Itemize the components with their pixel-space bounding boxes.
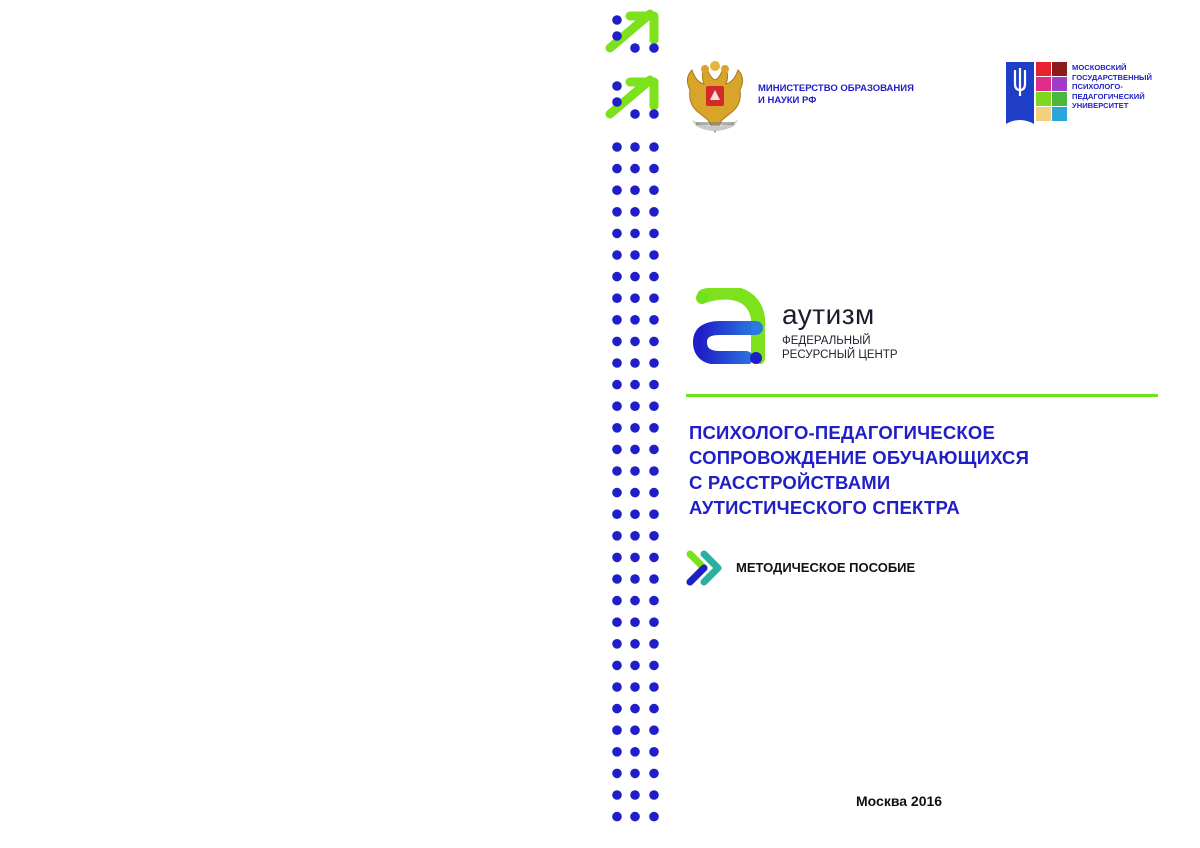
decorative-dot (612, 790, 622, 800)
decorative-dot (649, 272, 659, 282)
decorative-dot (612, 812, 622, 822)
autism-letter-a-logo-icon (686, 288, 770, 364)
decorative-dot (630, 661, 640, 671)
decorative-dot (649, 769, 659, 779)
decorative-dot (630, 747, 640, 757)
decorative-dot (649, 682, 659, 692)
decorative-dot (612, 358, 622, 368)
ministry-name-line: И НАУКИ РФ (758, 95, 817, 106)
decorative-dot (649, 553, 659, 563)
book-type-label: МЕТОДИЧЕСКОЕ ПОСОБИЕ (736, 560, 916, 575)
decorative-dot (649, 531, 659, 541)
university-name-line: МОСКОВСКИЙ (1072, 63, 1127, 72)
university-name-line: ГОСУДАРСТВЕННЫЙ (1072, 72, 1152, 82)
decorative-dot (630, 272, 640, 282)
decorative-dot (630, 769, 640, 779)
decorative-dot (612, 639, 622, 649)
decorative-dot (612, 337, 622, 347)
decorative-dot (630, 531, 640, 541)
decorative-dot (612, 380, 622, 390)
decorative-dot (612, 185, 622, 195)
decorative-dot (630, 337, 640, 347)
decorative-dot (649, 445, 659, 455)
divider-line (686, 394, 1158, 397)
decorative-dot (649, 229, 659, 239)
decorative-dot (612, 423, 622, 433)
ministry-name-line: МИНИСТЕРСТВО ОБРАЗОВАНИЯ (758, 83, 914, 94)
decorative-dot (612, 229, 622, 239)
decorative-dot (630, 596, 640, 606)
decorative-dot (612, 509, 622, 519)
autism-wordmark: аутизм (782, 299, 875, 330)
decorative-dot (649, 704, 659, 714)
decorative-dot (649, 185, 659, 195)
decorative-dot (649, 423, 659, 433)
resource-center-line: ФЕДЕРАЛЬНЫЙ (782, 335, 871, 347)
decorative-dot (630, 574, 640, 584)
decorative-dot (612, 293, 622, 303)
decorative-dot (649, 790, 659, 800)
decorative-dot (630, 207, 640, 217)
decorative-dot (649, 617, 659, 627)
decorative-dot (630, 293, 640, 303)
ministry-name (758, 83, 914, 107)
decorative-dot (612, 725, 622, 735)
decorative-dot (649, 509, 659, 519)
university-name-line: УНИВЕРСИТЕТ (1072, 101, 1129, 111)
decorative-dot (630, 790, 640, 800)
decorative-dot (612, 272, 622, 282)
university-name-line: ПЕДАГОГИЧЕСКИЙ (1072, 91, 1145, 101)
decorative-dot (630, 401, 640, 411)
decorative-dot (612, 250, 622, 260)
decorative-dot (630, 639, 640, 649)
ministry-header (682, 60, 942, 136)
decorative-dot (649, 401, 659, 411)
publication-place-year: Москва 2016 (856, 793, 943, 809)
decorative-dot (630, 725, 640, 735)
decorative-dot (649, 142, 659, 152)
decorative-dot (630, 164, 640, 174)
decorative-dot (649, 466, 659, 476)
decorative-dot (649, 293, 659, 303)
decorative-dot (649, 207, 659, 217)
decorative-dot (612, 747, 622, 757)
decorative-dot (612, 401, 622, 411)
decorative-dot (612, 682, 622, 692)
decorative-dot (649, 337, 659, 347)
university-name-line: ПСИХОЛОГО- (1072, 82, 1123, 92)
decorative-dot (630, 358, 640, 368)
university-shield-logo-icon (1006, 62, 1068, 128)
decorative-dot (612, 531, 622, 541)
decorative-dot (649, 661, 659, 671)
decorative-dot (612, 617, 622, 627)
decorative-dot (612, 574, 622, 584)
decorative-dot (612, 164, 622, 174)
decorative-dot (649, 488, 659, 498)
book-title-line: СОПРОВОЖДЕНИЕ ОБУЧАЮЩИХСЯ (689, 447, 1030, 468)
resource-center-line: РЕСУРСНЫЙ ЦЕНТР (782, 349, 898, 361)
decorative-dot (649, 250, 659, 260)
decorative-dot (630, 704, 640, 714)
resource-center-subtitle (782, 334, 898, 362)
decorative-dot (649, 725, 659, 735)
decorative-dot (649, 747, 659, 757)
decorative-dot (649, 574, 659, 584)
decorative-dot (630, 185, 640, 195)
decorative-dot (649, 358, 659, 368)
university-header (1006, 62, 1176, 130)
book-title-line: ПСИХОЛОГО-ПЕДАГОГИЧЕСКОЕ (689, 422, 996, 443)
decorative-dot (612, 207, 622, 217)
autism-resource-center-logo (686, 288, 926, 368)
decorative-dot (612, 488, 622, 498)
decorative-dot (649, 315, 659, 325)
decorative-dot (630, 466, 640, 476)
russian-coat-of-arms-icon (682, 60, 748, 136)
book-title (689, 420, 1149, 520)
decorative-dot (630, 682, 640, 692)
decorative-dot (649, 164, 659, 174)
decorative-dot (649, 639, 659, 649)
decorative-dot (649, 596, 659, 606)
book-title-line: С РАССТРОЙСТВАМИ (689, 472, 891, 493)
decorative-dot (630, 229, 640, 239)
double-chevron-right-icon (686, 550, 722, 586)
decorative-dot (612, 466, 622, 476)
university-name (1072, 63, 1152, 111)
decorative-dot (612, 445, 622, 455)
decorative-dot (630, 250, 640, 260)
decorative-dot (649, 380, 659, 390)
decorative-dot (630, 315, 640, 325)
decorative-dot (612, 769, 622, 779)
book-title-line: АУТИСТИЧЕСКОГО СПЕКТРА (689, 497, 960, 518)
decorative-dot (612, 596, 622, 606)
decorative-dot (630, 380, 640, 390)
decorative-dot (630, 617, 640, 627)
decorative-dot (649, 812, 659, 822)
decorative-dot (630, 445, 640, 455)
decorative-dot-column (600, 0, 670, 848)
decorative-dot (612, 661, 622, 671)
decorative-dot (630, 142, 640, 152)
decorative-dot (612, 315, 622, 325)
decorative-dot (630, 553, 640, 563)
decorative-dot (612, 553, 622, 563)
decorative-dot (630, 488, 640, 498)
decorative-dot (630, 423, 640, 433)
decorative-dot (612, 704, 622, 714)
decorative-dot (612, 142, 622, 152)
decorative-dot (630, 812, 640, 822)
decorative-dot (630, 509, 640, 519)
